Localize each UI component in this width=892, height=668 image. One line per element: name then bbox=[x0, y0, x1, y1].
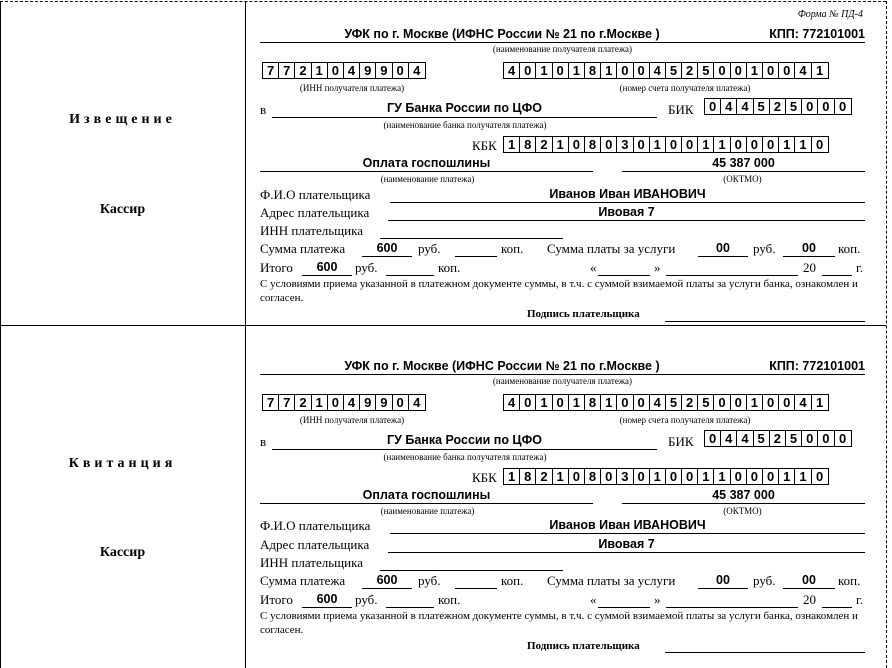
bik-digit: 5 bbox=[754, 431, 770, 446]
account-digit: 1 bbox=[816, 395, 824, 410]
payer-line bbox=[390, 202, 865, 203]
frame-right bbox=[886, 1, 887, 668]
kbk-digit: 0 bbox=[731, 469, 747, 484]
sum-value: 600 bbox=[376, 241, 398, 255]
kbk-digit: 8 bbox=[520, 137, 536, 152]
inn-digit: 4 bbox=[413, 395, 421, 410]
kbk-digit: 0 bbox=[682, 469, 698, 484]
account-digit: 1 bbox=[569, 395, 585, 410]
inn-digit: 4 bbox=[344, 395, 360, 410]
account-digit: 1 bbox=[747, 395, 763, 410]
signature-line bbox=[665, 652, 865, 653]
fee-kop-value: 00 bbox=[802, 241, 816, 255]
payment-name-line bbox=[260, 171, 593, 172]
fee-kop: коп. bbox=[838, 241, 861, 256]
kbk-digit: 1 bbox=[650, 137, 666, 152]
kbk-digit: 0 bbox=[816, 137, 824, 152]
total-kop-line bbox=[386, 275, 434, 276]
kbk-digit: 0 bbox=[763, 137, 779, 152]
total-kop: коп. bbox=[438, 592, 461, 607]
bik-digit: 4 bbox=[737, 431, 753, 446]
account-digit: 1 bbox=[601, 63, 617, 78]
kbk-digit: 0 bbox=[666, 137, 682, 152]
fee-rub: руб. bbox=[753, 241, 776, 256]
notice-title: Извещение bbox=[69, 112, 176, 127]
account-digit: 8 bbox=[585, 63, 601, 78]
total-value: 600 bbox=[316, 260, 338, 274]
account-digit: 0 bbox=[617, 395, 633, 410]
account-digit: 1 bbox=[569, 63, 585, 78]
sum-kop: коп. bbox=[501, 241, 524, 256]
account-digit: 4 bbox=[795, 395, 811, 410]
kbk-digit: 1 bbox=[698, 137, 714, 152]
fee-label: Сумма платы за услуги bbox=[547, 573, 676, 588]
inn-digit: 0 bbox=[393, 395, 409, 410]
oktmo-caption: (ОКТМО) bbox=[723, 174, 762, 184]
account-digit: 4 bbox=[504, 63, 520, 78]
kbk-digit: 0 bbox=[682, 137, 698, 152]
account-digit: 4 bbox=[650, 395, 666, 410]
notice-cashier: Кассир bbox=[99, 202, 146, 217]
fee-label: Сумма платы за услуги bbox=[547, 241, 676, 256]
payer-name: Иванов Иван ИВАНОВИЧ bbox=[549, 518, 706, 532]
payer-inn-label: ИНН плательщика bbox=[260, 555, 364, 570]
kpp: КПП: 772101001 bbox=[769, 27, 865, 41]
frame-left bbox=[0, 1, 1, 668]
payer-label: Ф.И.О плательщика bbox=[260, 518, 371, 533]
date-close: » bbox=[654, 592, 661, 607]
payment-name: Оплата госпошлины bbox=[362, 488, 491, 502]
account-digit: 0 bbox=[634, 395, 650, 410]
year-suffix: г. bbox=[856, 260, 864, 275]
inn-digit: 0 bbox=[328, 63, 344, 78]
account-digit: 5 bbox=[698, 395, 714, 410]
kbk-digit: 8 bbox=[520, 469, 536, 484]
kbk-digit: 1 bbox=[714, 137, 730, 152]
bik-digit: 4 bbox=[721, 99, 737, 114]
total-kop: коп. bbox=[438, 260, 461, 275]
kbk-label: КБК bbox=[472, 470, 497, 485]
payer-inn-line bbox=[380, 570, 563, 571]
inn-digit: 2 bbox=[295, 63, 311, 78]
sum-label: Сумма платежа bbox=[260, 573, 346, 588]
inn-digit: 9 bbox=[360, 395, 376, 410]
account-digit: 5 bbox=[666, 63, 682, 78]
inn-digit: 2 bbox=[295, 395, 311, 410]
total-line bbox=[302, 607, 352, 608]
recipient-caption: (наименование получателя платежа) bbox=[492, 44, 633, 54]
inn-caption: (ИНН получателя платежа) bbox=[299, 415, 405, 425]
inn-digit: 4 bbox=[344, 63, 360, 78]
address-line bbox=[388, 552, 865, 553]
account-boxes bbox=[503, 394, 829, 411]
fee-kop: коп. bbox=[838, 573, 861, 588]
inn-digit: 7 bbox=[263, 63, 279, 78]
bank-name: ГУ Банка России по ЦФО bbox=[387, 101, 542, 115]
address-label: Адрес плательщика bbox=[260, 537, 370, 552]
bik-digit: 0 bbox=[705, 431, 721, 446]
account-digit: 2 bbox=[682, 395, 698, 410]
inn-digit: 9 bbox=[360, 63, 376, 78]
account-digit: 1 bbox=[536, 395, 552, 410]
sum-line bbox=[362, 588, 412, 589]
year-line bbox=[822, 275, 852, 276]
kbk-digit: 1 bbox=[795, 137, 811, 152]
kbk-boxes bbox=[503, 136, 829, 153]
total-label: Итого bbox=[260, 592, 293, 607]
address: Ивовая 7 bbox=[598, 537, 655, 551]
kbk-digit: 0 bbox=[569, 469, 585, 484]
fee-kop-value: 00 bbox=[802, 573, 816, 587]
bank-caption: (наименование банка получателя платежа) bbox=[383, 120, 547, 130]
kbk-digit: 1 bbox=[698, 469, 714, 484]
inn-digit: 1 bbox=[312, 395, 328, 410]
kbk-digit: 3 bbox=[617, 469, 633, 484]
signature-label: Подпись плательщика bbox=[527, 308, 640, 320]
kbk-digit: 1 bbox=[504, 137, 520, 152]
inn-digit: 7 bbox=[263, 395, 279, 410]
fee-rub-line bbox=[698, 256, 748, 257]
date-day-line bbox=[598, 275, 650, 276]
receipt-cashier: Кассир bbox=[99, 545, 146, 560]
payer-inn-label: ИНН плательщика bbox=[260, 223, 364, 238]
account-digit: 0 bbox=[634, 63, 650, 78]
terms-text: С условиями приема указанной в платежном документе суммы, в т.ч. с суммой взимаемой платы за услуги банка, ознакомлен и согласен. bbox=[260, 610, 858, 636]
account-digit: 5 bbox=[666, 395, 682, 410]
kbk-digit: 1 bbox=[779, 469, 795, 484]
kbk-digit: 3 bbox=[617, 137, 633, 152]
kbk-digit: 0 bbox=[601, 137, 617, 152]
kbk-digit: 1 bbox=[779, 137, 795, 152]
sum-label: Сумма платежа bbox=[260, 241, 346, 256]
bank-name: ГУ Банка России по ЦФО bbox=[387, 433, 542, 447]
frame-top bbox=[0, 1, 886, 2]
account-digit: 0 bbox=[617, 63, 633, 78]
payment-caption: (наименование платежа) bbox=[380, 174, 475, 184]
kbk-digit: 1 bbox=[553, 469, 569, 484]
bik-label: БИК bbox=[668, 102, 694, 117]
payment-name-line bbox=[260, 503, 593, 504]
account-digit: 0 bbox=[553, 395, 569, 410]
bik-digit: 5 bbox=[786, 99, 802, 114]
recipient-caption: (наименование получателя платежа) bbox=[492, 376, 633, 386]
recipient-line bbox=[260, 374, 865, 375]
payer-line bbox=[390, 533, 865, 534]
account-digit: 0 bbox=[714, 395, 730, 410]
total-rub: руб. bbox=[355, 592, 378, 607]
sum-kop: коп. bbox=[501, 573, 524, 588]
year-prefix: 20 bbox=[803, 260, 816, 275]
account-digit: 1 bbox=[601, 395, 617, 410]
account-digit: 0 bbox=[763, 63, 779, 78]
kbk-digit: 0 bbox=[634, 469, 650, 484]
form-number: Форма № ПД-4 bbox=[797, 9, 863, 20]
recipient-name: УФК по г. Москве (ИФНС России № 21 по г.Москве ) bbox=[344, 27, 660, 41]
signature-line bbox=[665, 321, 865, 322]
bank-caption: (наименование банка получателя платежа) bbox=[383, 452, 547, 462]
sum-rub: руб. bbox=[418, 573, 441, 588]
kbk-digit: 2 bbox=[536, 469, 552, 484]
inn-digit: 4 bbox=[413, 63, 421, 78]
kbk-digit: 0 bbox=[747, 137, 763, 152]
bik-digit: 0 bbox=[802, 431, 818, 446]
account-digit: 1 bbox=[747, 63, 763, 78]
sum-rub: руб. bbox=[418, 241, 441, 256]
account-digit: 4 bbox=[650, 63, 666, 78]
kbk-digit: 1 bbox=[714, 469, 730, 484]
bank-line bbox=[272, 449, 657, 450]
account-digit: 4 bbox=[795, 63, 811, 78]
inn-digit: 1 bbox=[312, 63, 328, 78]
account-digit: 0 bbox=[520, 63, 536, 78]
kbk-digit: 8 bbox=[585, 137, 601, 152]
kbk-digit: 8 bbox=[585, 469, 601, 484]
inn-digit: 0 bbox=[328, 395, 344, 410]
address: Ивовая 7 bbox=[598, 205, 655, 219]
total-kop-line bbox=[386, 607, 434, 608]
oktmo: 45 387 000 bbox=[712, 156, 775, 170]
kbk-digit: 1 bbox=[504, 469, 520, 484]
date-month-line bbox=[666, 607, 798, 608]
bik-digit: 5 bbox=[786, 431, 802, 446]
account-digit: 0 bbox=[520, 395, 536, 410]
payer-name: Иванов Иван ИВАНОВИЧ bbox=[549, 187, 706, 201]
kbk-label: КБК bbox=[472, 138, 497, 153]
fee-rub-value: 00 bbox=[716, 241, 730, 255]
kbk-digit: 0 bbox=[731, 137, 747, 152]
bank-prefix: в bbox=[260, 434, 267, 449]
sum-kop-line bbox=[455, 256, 497, 257]
account-caption: (номер счета получателя платежа) bbox=[619, 415, 751, 425]
bik-digit: 0 bbox=[838, 431, 847, 446]
recipient-name: УФК по г. Москве (ИФНС России № 21 по г.Москве ) bbox=[344, 359, 660, 373]
date-open: « bbox=[590, 260, 597, 275]
bank-line bbox=[272, 117, 657, 118]
account-digit: 0 bbox=[779, 395, 795, 410]
year-suffix: г. bbox=[856, 592, 864, 607]
frame-divider bbox=[245, 1, 246, 668]
receipt-title: Квитанция bbox=[68, 456, 177, 471]
account-digit: 0 bbox=[731, 395, 747, 410]
fee-rub: руб. bbox=[753, 573, 776, 588]
section-separator bbox=[0, 325, 886, 326]
inn-boxes bbox=[262, 62, 426, 79]
fee-rub-value: 00 bbox=[716, 573, 730, 587]
inn-digit: 7 bbox=[279, 395, 295, 410]
account-digit: 2 bbox=[682, 63, 698, 78]
account-digit: 5 bbox=[698, 63, 714, 78]
account-digit: 0 bbox=[779, 63, 795, 78]
bik-digit: 0 bbox=[705, 99, 721, 114]
kbk-digit: 1 bbox=[650, 469, 666, 484]
bank-prefix: в bbox=[260, 102, 267, 117]
account-digit: 1 bbox=[816, 63, 824, 78]
date-day-line bbox=[598, 607, 650, 608]
fee-kop-line bbox=[783, 588, 835, 589]
account-digit: 1 bbox=[536, 63, 552, 78]
bik-digit: 0 bbox=[802, 99, 818, 114]
oktmo-line bbox=[622, 503, 865, 504]
bik-digit: 2 bbox=[770, 431, 786, 446]
kbk-digit: 0 bbox=[816, 469, 824, 484]
fee-kop-line bbox=[783, 256, 835, 257]
inn-digit: 9 bbox=[376, 63, 392, 78]
kbk-digit: 0 bbox=[601, 469, 617, 484]
bik-digit: 0 bbox=[818, 99, 834, 114]
year-prefix: 20 bbox=[803, 592, 816, 607]
address-line bbox=[388, 220, 865, 221]
bik-boxes bbox=[704, 430, 852, 447]
bik-digit: 0 bbox=[818, 431, 834, 446]
kbk-digit: 0 bbox=[634, 137, 650, 152]
sum-line bbox=[362, 256, 412, 257]
kbk-boxes bbox=[503, 468, 829, 485]
kbk-digit: 0 bbox=[763, 469, 779, 484]
payment-caption: (наименование платежа) bbox=[380, 506, 475, 516]
kpp: КПП: 772101001 bbox=[769, 359, 865, 373]
payer-inn-line bbox=[380, 238, 563, 239]
account-boxes bbox=[503, 62, 829, 79]
total-line bbox=[302, 275, 352, 276]
payment-name: Оплата госпошлины bbox=[362, 156, 491, 170]
payer-label: Ф.И.О плательщика bbox=[260, 187, 371, 202]
inn-caption: (ИНН получателя платежа) bbox=[299, 83, 405, 93]
bik-digit: 5 bbox=[754, 99, 770, 114]
date-open: « bbox=[590, 592, 597, 607]
recipient-line bbox=[260, 42, 865, 43]
inn-digit: 9 bbox=[376, 395, 392, 410]
account-digit: 0 bbox=[553, 63, 569, 78]
kbk-digit: 0 bbox=[569, 137, 585, 152]
terms-text: С условиями приема указанной в платежном документе суммы, в т.ч. с суммой взимаемой платы за услуги банка, ознакомлен и согласен. bbox=[260, 278, 858, 304]
kbk-digit: 2 bbox=[536, 137, 552, 152]
total-value: 600 bbox=[316, 592, 338, 606]
account-digit: 0 bbox=[731, 63, 747, 78]
account-digit: 8 bbox=[585, 395, 601, 410]
bik-digit: 4 bbox=[721, 431, 737, 446]
oktmo: 45 387 000 bbox=[712, 488, 775, 502]
oktmo-caption: (ОКТМО) bbox=[723, 506, 762, 516]
account-digit: 0 bbox=[714, 63, 730, 78]
address-label: Адрес плательщика bbox=[260, 205, 370, 220]
sum-kop-line bbox=[455, 588, 497, 589]
bik-digit: 2 bbox=[770, 99, 786, 114]
kbk-digit: 1 bbox=[795, 469, 811, 484]
date-month-line bbox=[666, 275, 798, 276]
inn-boxes bbox=[262, 394, 426, 411]
total-rub: руб. bbox=[355, 260, 378, 275]
kbk-digit: 0 bbox=[747, 469, 763, 484]
bik-digit: 4 bbox=[737, 99, 753, 114]
account-digit: 0 bbox=[763, 395, 779, 410]
bik-label: БИК bbox=[668, 434, 694, 449]
sum-value: 600 bbox=[376, 573, 398, 587]
kbk-digit: 0 bbox=[666, 469, 682, 484]
oktmo-line bbox=[622, 171, 865, 172]
kbk-digit: 1 bbox=[553, 137, 569, 152]
signature-label: Подпись плательщика bbox=[527, 640, 640, 652]
bik-boxes bbox=[704, 98, 852, 115]
year-line bbox=[822, 607, 852, 608]
account-caption: (номер счета получателя платежа) bbox=[619, 83, 751, 93]
account-digit: 4 bbox=[504, 395, 520, 410]
inn-digit: 0 bbox=[393, 63, 409, 78]
bik-digit: 0 bbox=[838, 99, 847, 114]
inn-digit: 7 bbox=[279, 63, 295, 78]
total-label: Итого bbox=[260, 260, 293, 275]
date-close: » bbox=[654, 260, 661, 275]
fee-rub-line bbox=[698, 588, 748, 589]
